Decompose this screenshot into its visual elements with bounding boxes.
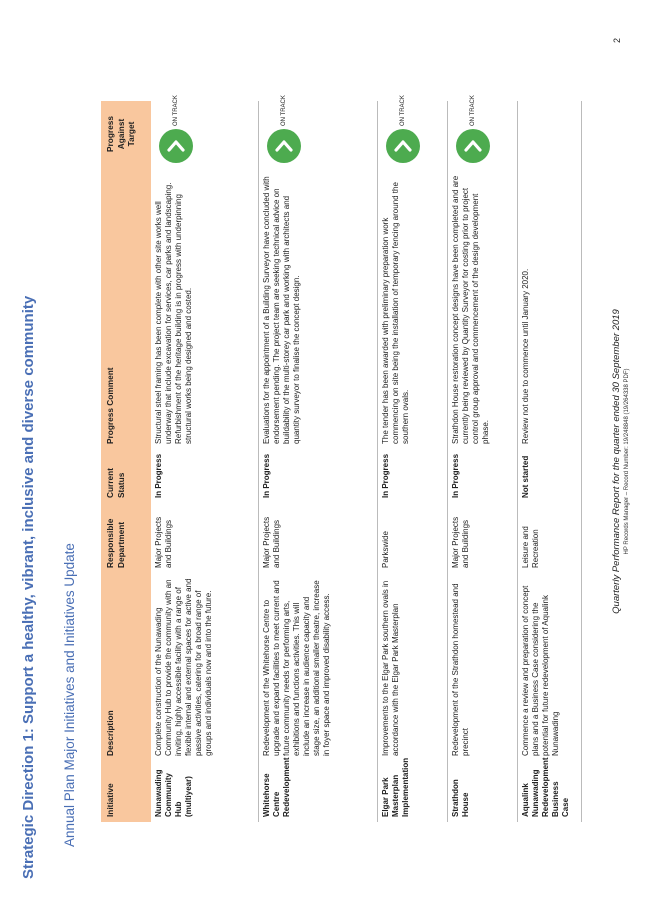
status-cell: In Progress — [447, 449, 517, 503]
header-description: Description — [101, 573, 151, 761]
page-number: 2 — [612, 37, 622, 43]
header-status: Current Status — [101, 449, 151, 503]
department-cell: Parkswide — [377, 503, 447, 573]
initiative-cell: Nunawading Community Hub (multiyear) — [151, 761, 258, 822]
department-cell: Major Projects and Buildings — [447, 503, 517, 573]
status-cell: In Progress — [377, 449, 447, 503]
on-track-check-icon — [267, 129, 301, 163]
footer-title: Quarterly Performance Report for the quarter ended 30 September 2019 — [611, 309, 622, 614]
header-comment: Progress Comment — [101, 167, 151, 449]
progress-cell — [258, 95, 377, 167]
table-row — [377, 101, 447, 822]
on-track-check-icon — [456, 129, 490, 163]
progress-label: ON TRACK — [280, 95, 287, 126]
initiatives-table — [101, 95, 582, 822]
on-track-check-icon — [159, 129, 193, 163]
initiative-cell: Whitehorse Centre Redevelopment — [258, 761, 377, 822]
status-cell: In Progress — [151, 449, 258, 503]
section-subheading: Annual Plan Major Initiatives and Initiatives Update — [62, 543, 77, 847]
initiative-cell: Strathdon House — [447, 761, 517, 822]
progress-cell — [151, 95, 258, 167]
department-cell: Major Projects and Buildings — [151, 503, 258, 573]
description-cell: Complete construction of the Nunawading Community Hub to provide the community with an inviting, highly accessible facility with a range of flexible internal and external spaces for active and passive activities, catering for a broad range of groups and individuals now and into the future. — [151, 573, 258, 761]
progress-cell — [377, 95, 447, 167]
description-cell: Redevelopment of the Whitehorse Centre to upgrade and expand facilities to meet current and future community needs for performing arts, exhibitions and functions activities. This will include an increase in audience capacity and stage size, an additional smaller theatre, increase in foyer space and improved disability access. — [258, 573, 377, 761]
initiative-cell: Elgar Park Masterplan Implementation — [377, 761, 447, 822]
description-cell: Commence a review and preparation of concept plans and a Business Case considering the potential for future redevelopment of Aqualink Nunawading — [517, 573, 581, 761]
description-cell: Improvements to the Elgar Park southern ovals in accordance with the Elgar Park Masterplan — [377, 573, 447, 761]
progress-label: ON TRACK — [469, 95, 476, 126]
header-progress: Progress Against Target — [101, 101, 151, 167]
status-cell: Not started — [517, 449, 581, 503]
on-track-check-icon — [386, 129, 420, 163]
table-row — [151, 101, 258, 822]
progress-cell — [447, 95, 517, 167]
comment-cell: Structural steel framing has been complete with other site works well underway that include excavation for services, car parks and landscaping. Refurbishment of the heritage building is in progress with underpinning structural works being designed and costed. — [151, 167, 258, 449]
comment-cell: Evaluations for the appointment of a Building Surveyor have concluded with endorsement pending. The project team are seeking technical advice on buildability of the multi-storey car park and working with architects and quantity surveyor to finalise the concept design. — [258, 167, 377, 449]
table-row — [517, 101, 581, 822]
progress-label: ON TRACK — [173, 95, 179, 126]
section-heading: Strategic Direction 1: Support a healthy, vibrant, inclusive and diverse community — [20, 295, 37, 879]
department-cell: Major Projects and Buildings — [258, 503, 377, 573]
footer-record-number: HP Records Manager – Record Number: 19/248848 (19/264338 PDF) — [624, 368, 630, 555]
status-cell: In Progress — [258, 449, 377, 503]
comment-cell: Review not due to commence until January 2020. — [517, 167, 581, 449]
table-row — [258, 101, 377, 822]
header-initiative: Initiative — [101, 761, 151, 822]
initiative-cell: Aqualink Nunawading Redevelopment Business Case — [517, 761, 581, 822]
progress-label: ON TRACK — [399, 95, 406, 126]
department-cell: Leisure and Recreation — [517, 503, 581, 573]
table-header-row — [101, 101, 151, 822]
comment-cell: Strathdon House restoration concept designs have been completed and are currently being reviewed by Quantity Surveyor for costing prior to project control group approval and commencement of the design development phase. — [447, 167, 517, 449]
comment-cell: The tender has been awarded with preliminary preparation work commencing on site being the installation of temporary fencing around the southern ovals. — [377, 167, 447, 449]
description-cell: Redevelopment of the Strathdon homestead and precinct — [447, 573, 517, 761]
progress-cell — [517, 101, 581, 167]
header-department: Responsible Department — [101, 503, 151, 573]
table-row — [447, 101, 517, 822]
